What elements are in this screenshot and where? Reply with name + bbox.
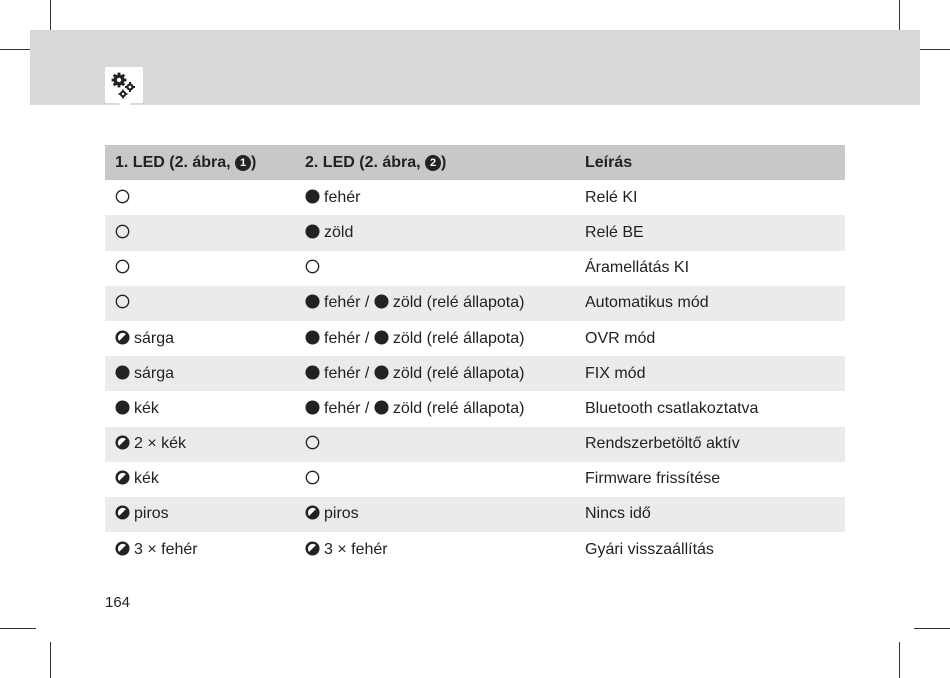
led1-label: sárga (134, 364, 175, 382)
led1-cell (105, 356, 295, 391)
column-header-label: 2. LED (2. ábra, (305, 153, 426, 171)
crop-mark (50, 642, 51, 678)
led-on-icon (305, 330, 320, 345)
description-text: Relé KI (585, 188, 638, 206)
led-blink-icon (115, 505, 130, 520)
led2-separator: / (360, 364, 374, 382)
description-text: Bluetooth csatlakoztatva (585, 399, 759, 417)
led-blink-icon (115, 470, 130, 485)
table-header-row (105, 145, 845, 180)
led2-separator: / (360, 329, 374, 347)
led-blink-icon (115, 541, 130, 556)
led2-suffix: (relé állapota) (422, 399, 525, 417)
led1-cell (105, 497, 295, 532)
column-header-close: ) (441, 153, 447, 171)
led-on-icon (115, 400, 130, 415)
led1-cell (105, 321, 295, 356)
page-number: 164 (105, 594, 131, 611)
led-on-icon (305, 294, 320, 309)
led2-label: fehér (324, 329, 361, 347)
description-cell (575, 286, 845, 321)
led1-label: kék (134, 470, 159, 488)
led2-label: zöld (392, 399, 423, 417)
led2-cell (295, 321, 575, 356)
led2-label: 3 × fehér (324, 540, 388, 558)
led2-suffix: (relé állapota) (422, 364, 525, 382)
led-off-icon (115, 224, 130, 239)
led-blink-icon (115, 435, 130, 450)
led2-label: fehér (324, 399, 361, 417)
description-text: Nincs idő (585, 505, 651, 523)
led1-cell (105, 427, 295, 462)
column-header-close: ) (251, 153, 257, 171)
crop-mark (899, 642, 900, 678)
led1-label: 2 × kék (134, 435, 187, 453)
led1-cell (105, 215, 295, 250)
led1-label: sárga (134, 329, 175, 347)
led-on-icon (305, 224, 320, 239)
led-status-table (105, 145, 845, 567)
gears-icon (105, 67, 143, 103)
led2-cell (295, 180, 575, 215)
led-off-icon (115, 294, 130, 309)
led-off-icon (115, 189, 130, 204)
led-off-icon (305, 435, 320, 450)
led-on-icon (305, 365, 320, 380)
led2-label: fehér (324, 294, 361, 312)
description-cell (575, 215, 845, 250)
crop-mark (0, 628, 36, 629)
led1-cell (105, 532, 295, 567)
led-on-icon (374, 400, 389, 415)
led2-label: piros (324, 505, 359, 523)
led2-label: zöld (392, 329, 423, 347)
led1-cell (105, 180, 295, 215)
description-cell (575, 497, 845, 532)
description-text: Rendszerbetöltő aktív (585, 435, 740, 453)
column-header-label: 1. LED (2. ábra, (115, 153, 236, 171)
table-row (105, 180, 845, 215)
description-cell (575, 356, 845, 391)
table-row (105, 286, 845, 321)
led2-label: fehér (324, 188, 361, 206)
description-text: Automatikus mód (585, 294, 709, 312)
led1-label: 3 × fehér (134, 540, 198, 558)
description-text: Gyári visszaállítás (585, 540, 714, 558)
crop-mark (914, 628, 950, 629)
led2-cell (295, 462, 575, 497)
table-row (105, 215, 845, 250)
led2-separator: / (360, 399, 374, 417)
figure-ref-badge: 2 (425, 155, 441, 171)
description-text: Áramellátás KI (585, 259, 690, 277)
description-cell (575, 321, 845, 356)
led1-cell (105, 286, 295, 321)
led2-cell (295, 391, 575, 426)
led2-suffix: (relé állapota) (422, 329, 525, 347)
led2-cell (295, 251, 575, 286)
column-header-3 (575, 145, 845, 180)
description-text: OVR mód (585, 329, 656, 347)
description-text: Relé BE (585, 223, 644, 241)
description-cell (575, 462, 845, 497)
led2-label: zöld (392, 294, 423, 312)
led2-cell (295, 286, 575, 321)
table-body (105, 180, 845, 567)
column-header-2 (295, 145, 575, 180)
description-text: Firmware frissítése (585, 470, 721, 488)
led1-label: piros (134, 505, 169, 523)
led2-separator: / (360, 294, 374, 312)
section-header-band (30, 30, 920, 105)
led-off-icon (115, 259, 130, 274)
led-blink-icon (305, 505, 320, 520)
led-on-icon (305, 189, 320, 204)
led1-cell (105, 462, 295, 497)
table-row (105, 532, 845, 567)
badge-pointer (119, 103, 131, 112)
led2-cell (295, 427, 575, 462)
section-badge (105, 67, 143, 103)
led-on-icon (374, 330, 389, 345)
led-on-icon (374, 365, 389, 380)
led2-suffix: (relé állapota) (422, 294, 525, 312)
led2-label: zöld (324, 223, 354, 241)
led1-cell (105, 391, 295, 426)
led2-cell (295, 532, 575, 567)
led-blink-icon (115, 330, 130, 345)
led-on-icon (305, 400, 320, 415)
led-off-icon (305, 470, 320, 485)
led2-label: zöld (392, 364, 423, 382)
led-on-icon (374, 294, 389, 309)
column-header-1 (105, 145, 295, 180)
description-cell (575, 180, 845, 215)
led2-label: fehér (324, 364, 361, 382)
description-cell (575, 391, 845, 426)
led2-cell (295, 497, 575, 532)
table-row (105, 462, 845, 497)
led1-cell (105, 251, 295, 286)
table-row (105, 251, 845, 286)
led-off-icon (305, 259, 320, 274)
led2-cell (295, 356, 575, 391)
description-cell (575, 427, 845, 462)
table-row (105, 391, 845, 426)
figure-ref-badge: 1 (235, 155, 251, 171)
description-text: FIX mód (585, 364, 646, 382)
led-on-icon (115, 365, 130, 380)
led-blink-icon (305, 541, 320, 556)
description-cell (575, 532, 845, 567)
led2-cell (295, 215, 575, 250)
table-row (105, 427, 845, 462)
led1-label: kék (134, 399, 159, 417)
table-row (105, 497, 845, 532)
table-row (105, 356, 845, 391)
table-row (105, 321, 845, 356)
description-cell (575, 251, 845, 286)
column-header-label: Leírás (585, 153, 633, 171)
